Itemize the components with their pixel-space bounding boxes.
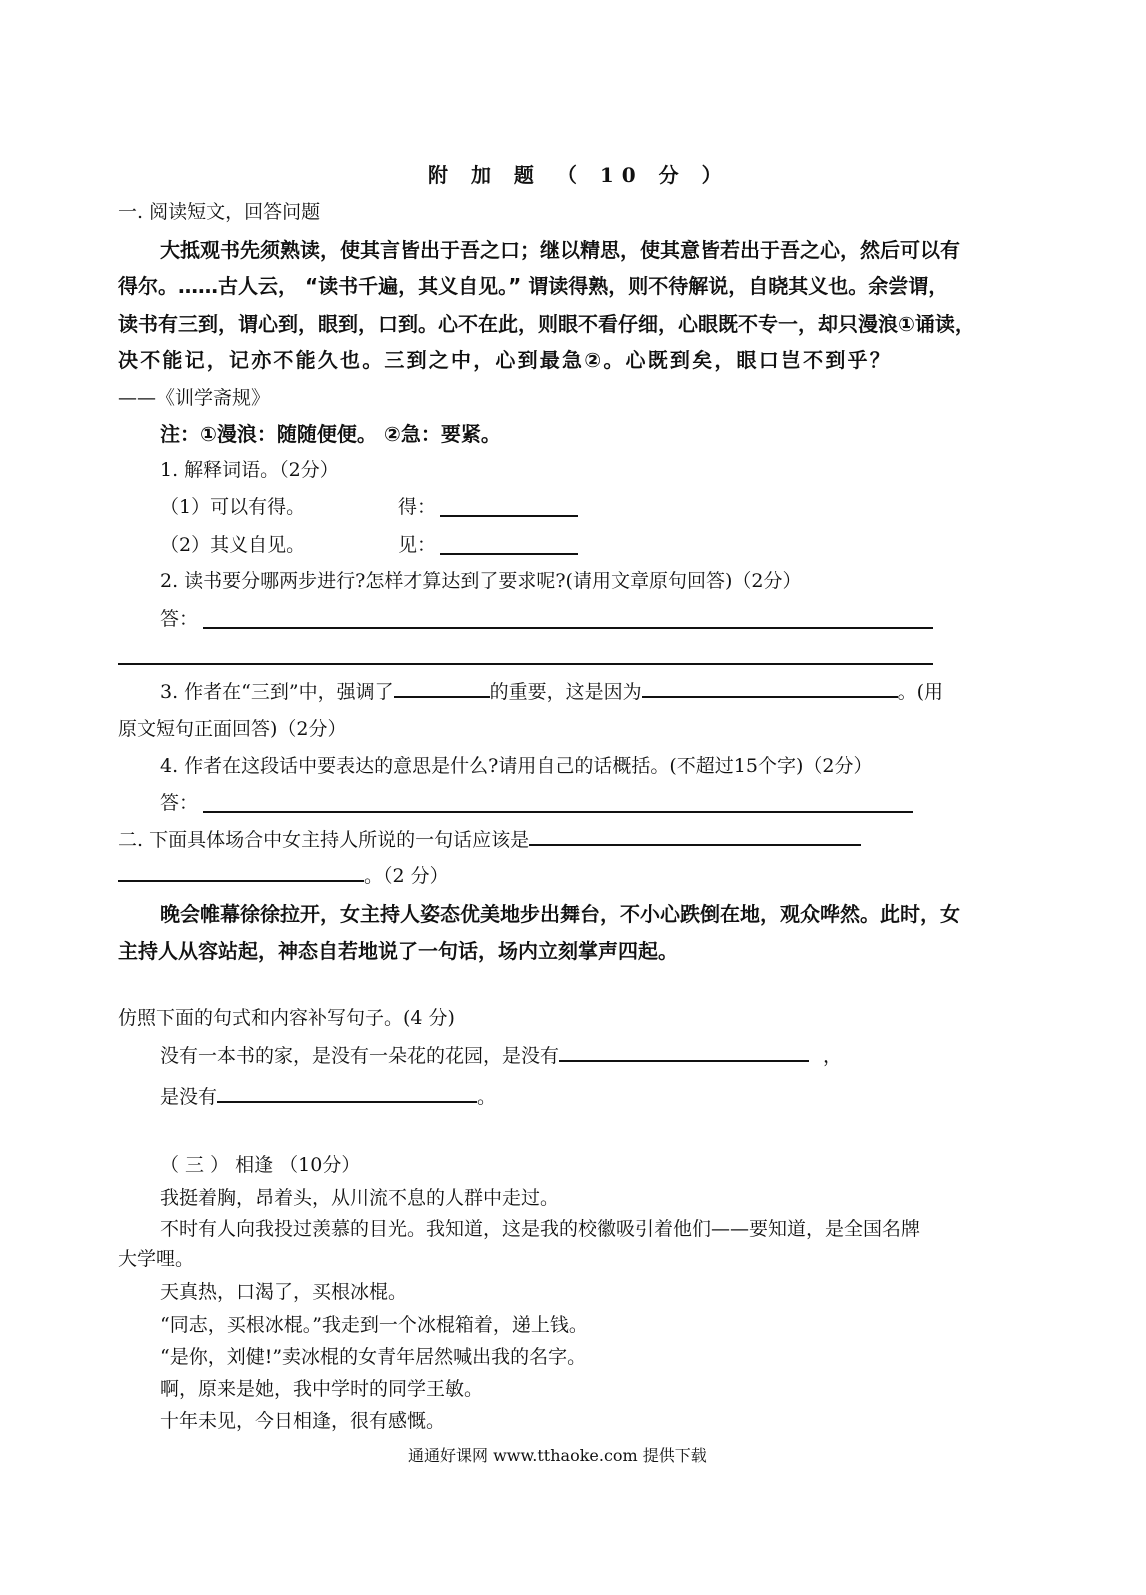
question-2-answer-prefix: 答： [160, 608, 199, 630]
question-1-label: 1. 解释词语。（2分） [160, 459, 339, 481]
question-2-answer-line-2[interactable] [118, 663, 933, 665]
imitation-heading: 仿照下面的句式和内容补写句子。(4 分) [118, 1007, 455, 1029]
story-paragraph-2: 不时有人向我投过羡慕的目光。我知道，这是我的校徽吸引着他们——要知道，是全国名牌 [160, 1218, 921, 1240]
section2-points: 。（2 分） [364, 865, 449, 887]
question-1-item-2-key: 见： [398, 534, 437, 556]
question-3-line-1 [160, 678, 943, 706]
section2-blank-2[interactable] [118, 862, 364, 882]
page-title: 附 加 题 （ 10 分 ） [428, 163, 730, 187]
section2-blank-1[interactable] [529, 826, 861, 846]
imitation-period: 。 [477, 1086, 497, 1108]
question-1-item-2: （2）其义自见。 [160, 534, 306, 556]
section2-line-1 [118, 826, 861, 854]
question-3-part-2: 的重要，这是因为 [489, 681, 642, 703]
question-4-answer-prefix: 答： [160, 792, 199, 814]
imitation-comma: ， [823, 1045, 843, 1067]
passage-line-4: 决不能记，记亦不能久也。三到之中，心到最急②。心既到矣，眼口岂不到乎？ [118, 348, 892, 372]
story-paragraph-4: “同志，买根冰棍。”我走到一个冰棍箱着，递上钱。 [160, 1314, 588, 1336]
passage-line-1: 大抵观书先须熟读，使其言皆出于吾之口；继以精思，使其意皆若出于吾之心，然后可以有 [160, 238, 960, 262]
page-footer: 通通好课网 www.tthaoke.com 提供下载 [408, 1446, 707, 1465]
question-3-blank-2[interactable] [642, 678, 898, 698]
story-paragraph-7: 十年未见，今日相逢，很有感慨。 [160, 1410, 446, 1432]
answer-blank-de[interactable] [440, 515, 578, 517]
answer-blank-jian[interactable] [440, 553, 578, 555]
section1-heading: 一. 阅读短文，回答问题 [118, 201, 321, 223]
story-paragraph-6: 啊，原来是她，我中学时的同学王敏。 [160, 1378, 484, 1400]
question-2-label: 2. 读书要分哪两步进行?怎样才算达到了要求呢?(请用文章原句回答)（2分） [160, 570, 802, 592]
imitation-blank-1[interactable] [559, 1042, 809, 1062]
question-4-label: 4. 作者在这段话中要表达的意思是什么?请用自己的话概括。(不超过15个字)（2分） [160, 755, 873, 777]
imitation-prompt-2: 是没有 [160, 1086, 218, 1108]
passage-source: ——《训学斋规》 [118, 387, 271, 409]
question-2-answer-line-1[interactable] [203, 627, 933, 629]
scene-line-2: 主持人从容站起，神态自若地说了一句话，场内立刻掌声四起。 [118, 939, 678, 963]
question-4-answer-line[interactable] [203, 811, 913, 813]
question-3-part-1: 3. 作者在“三到”中，强调了 [160, 681, 394, 703]
annotation-note: 注：①漫浪：随随便便。 ②急：要紧。 [160, 422, 501, 446]
question-1-item-1: （1）可以有得。 [160, 496, 306, 518]
imitation-line-1 [160, 1042, 842, 1070]
story-paragraph-3: 天真热，口渴了，买根冰棍。 [160, 1281, 408, 1303]
imitation-blank-2[interactable] [217, 1083, 477, 1103]
passage-line-3: 读书有三到，谓心到，眼到，口到。心不在此，则眼不看仔细，心眼既不专一，却只漫浪①诵读， [118, 312, 975, 336]
imitation-line-2 [160, 1083, 496, 1111]
question-3-blank-1[interactable] [394, 678, 490, 698]
question-1-item-1-key: 得： [398, 496, 437, 518]
section3-heading: （ 三 ） 相逢 （10分） [160, 1154, 361, 1176]
story-paragraph-5: “是你，刘健!”卖冰棍的女青年居然喊出我的名字。 [160, 1346, 587, 1368]
question-3-line-2: 原文短句正面回答)（2分） [118, 718, 347, 740]
section2-question: 二. 下面具体场合中女主持人所说的一句话应该是 [118, 829, 530, 851]
scene-line-1: 晚会帷幕徐徐拉开，女主持人姿态优美地步出舞台，不小心跌倒在地，观众哗然。此时，女 [160, 902, 960, 926]
imitation-prompt: 没有一本书的家，是没有一朵花的花园，是没有 [160, 1045, 560, 1067]
question-3-part-3: 。(用 [897, 681, 944, 703]
passage-line-2: 得尔。……古人云， “读书千遍，其义自见。” 谓读得熟，则不待解说，自晓其义也。余尝谓， [118, 274, 949, 298]
story-paragraph-1: 我挺着胸，昂着头，从川流不息的人群中走过。 [160, 1187, 560, 1209]
section2-line-2 [118, 862, 449, 890]
story-paragraph-2-cont: 大学哩。 [118, 1248, 195, 1270]
